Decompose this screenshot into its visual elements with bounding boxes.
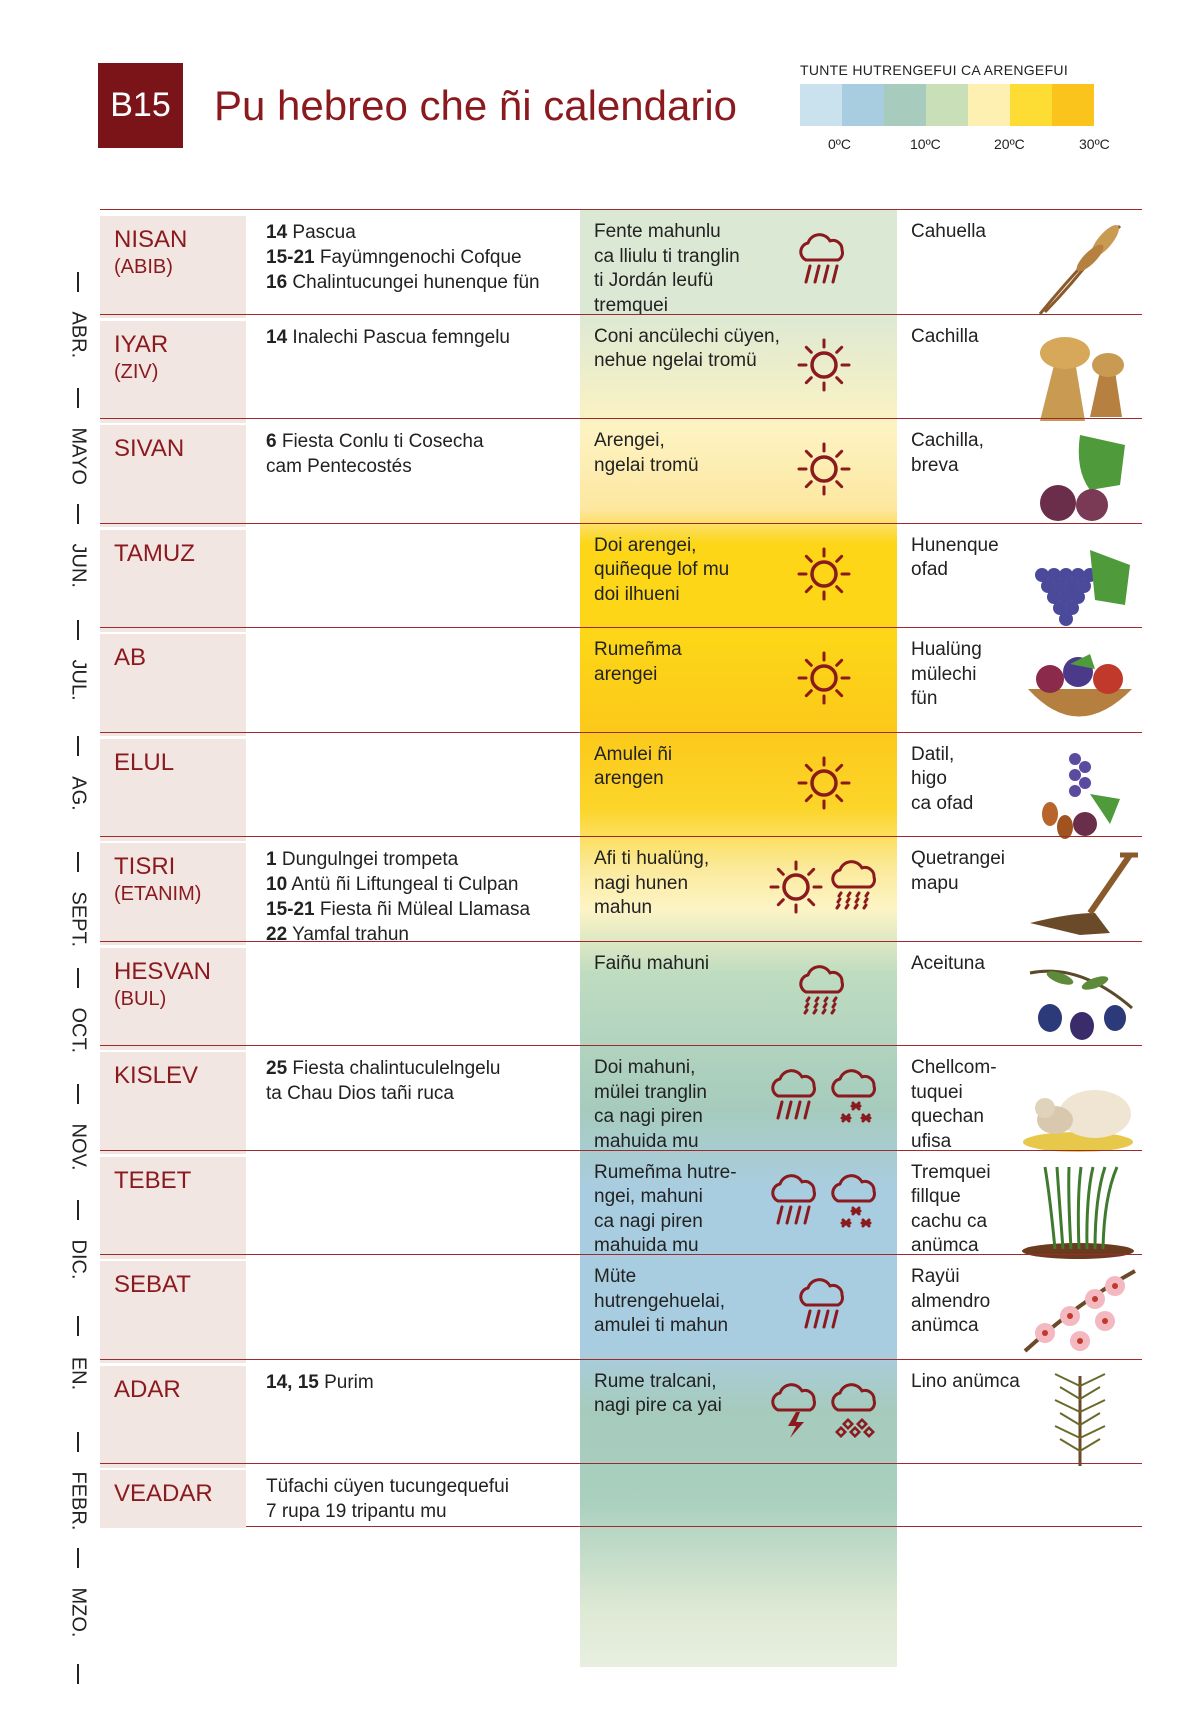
month-cell [100,739,246,841]
crop-line: Quetrangei [911,848,1006,869]
snow-cloud-icon [826,1171,886,1236]
festival-date: 1 [266,849,277,870]
month-name: HESVAN [114,957,211,985]
month-cell [100,1366,246,1468]
sun-icon [766,857,826,922]
festival-entry [266,847,576,872]
festival-entry [266,270,576,295]
climate-line: Rumeñma hutre- [594,1161,737,1183]
month-alt-name: (ABIB) [114,256,173,278]
festival-entry [266,1499,576,1524]
legend-swatch [1010,84,1052,126]
festival-date: 16 [266,272,288,293]
month-cell [100,634,246,736]
section-badge: B15 [98,63,183,148]
climate-line: nehue ngelai tromü [594,350,757,371]
month-divider [77,1548,79,1568]
month-cell [100,1052,246,1154]
month-row [100,1254,1142,1370]
month-row [100,1359,1142,1475]
climate-line: Rumeñma [594,639,682,660]
storm-cloud-icon [766,1380,826,1445]
crop-line: ofad [911,559,948,580]
legend-title: TUNTE HUTRENGEFUI CA ARENGEFUI [800,62,1069,78]
festival-list [266,1056,576,1106]
legend-swatch [1052,84,1094,126]
crop-description [911,743,1021,817]
sun-icon [794,753,854,818]
climate-line: ti Jordán leufü [594,270,714,291]
month-name: TEBET [114,1166,192,1194]
crop-line: cachu ca [911,1210,988,1232]
climate-line: mahuida mu [594,1235,699,1256]
festival-name: Antü ñi Liftungeal ti Culpan [287,874,519,895]
festival-name: Fiesta ñi Müleal Llamasa [314,899,531,920]
legend-tick: 0ºC [828,136,852,152]
climate-line: amulei ti mahun [594,1315,729,1336]
rain-cloud-icon [794,1275,854,1340]
crop-line: Cachilla [911,325,979,347]
crop-description [911,638,1021,712]
climate-description [594,1161,764,1259]
festival-entry [266,1370,576,1395]
crop-line: Datil, [911,743,955,765]
page-title: Pu hebreo che ñi calendario [214,82,738,129]
calendar-table [100,209,1142,1667]
climate-line: mahuida mu [594,1130,699,1152]
crop-line: breva [911,454,959,476]
festival-name: ta Chau Dios tañi ruca [266,1083,454,1104]
barley-icon [1020,216,1138,320]
hail-cloud-icon [826,1380,886,1445]
month-divider [77,852,79,872]
crop-description [911,534,1021,583]
climate-line: arengei [594,663,658,685]
month-cell [100,216,246,318]
drizzle-cloud-icon [794,962,854,1027]
legend-swatch [842,84,884,126]
crop-line: Cachilla, [911,430,984,451]
festival-date: 14 [266,326,288,348]
month-row [100,732,1142,848]
month-cell [100,843,246,945]
climate-description [594,429,764,478]
rain-cloud-icon [766,1066,826,1131]
crop-line: Hualüng [911,639,982,660]
gregorian-month-label: DIC. [67,1239,90,1280]
month-row [100,627,1142,743]
festival-entry [266,325,576,350]
month-row [100,314,1142,430]
climate-line: nagi hunen [594,872,689,894]
crop-line: fün [911,688,938,709]
climate-description [594,1370,764,1419]
climate-line: hutrengehuelai, [594,1290,725,1312]
crop-description [911,952,1021,977]
festival-list [266,429,576,479]
month-divider [77,388,79,408]
sprouts-icon [1020,1157,1138,1261]
festival-name: 7 rupa 19 tripantu mu [266,1501,447,1522]
climate-line: tremquei [594,294,668,316]
festival-name: Dungulngei trompeta [276,849,459,870]
month-divider [77,736,79,756]
festival-name: Purim [318,1371,374,1393]
gregorian-month-label: MZO. [67,1587,90,1638]
crop-line: Tremquei [911,1161,991,1183]
festival-name: Pascua [287,222,356,243]
month-cell [100,425,246,527]
climate-description [594,534,764,608]
crop-line: anümca [911,1315,979,1336]
crop-line: quechan [911,1106,984,1127]
climate-description [594,325,780,374]
month-name: SIVAN [114,435,185,462]
temperature-legend [800,62,1120,152]
wheat-sheaves-icon [1020,321,1138,425]
crop-line: mülechi [911,663,977,685]
month-name: ADAR [114,1375,181,1403]
sun-icon [794,335,854,400]
climate-line: Afi ti hualüng, [594,848,710,869]
festival-list [266,847,576,947]
crop-description [911,847,1021,896]
rain-cloud-icon [794,230,854,295]
climate-line: Doi arengei, [594,534,697,556]
month-divider [77,968,79,988]
festival-entry [266,454,576,479]
sun-icon [794,648,854,713]
fruit-basket-icon [1020,634,1138,738]
crop-line: Aceituna [911,952,985,974]
climate-line: doi ilhueni [594,583,680,605]
legend-swatch [968,84,1010,126]
festival-entry [266,1474,576,1499]
sheep-icon [1020,1052,1138,1156]
legend-tick: 20ºC [994,136,1025,152]
crop-description [911,220,1021,245]
month-alt-name: (ETANIM) [114,883,202,905]
month-row [100,418,1142,534]
festival-entry [266,220,576,245]
climate-line: Coni ancülechi cüyen, [594,325,780,347]
festival-name: Fiesta chalintuculelngelu [287,1058,501,1079]
festival-name: Fiesta Conlu ti Cosecha [276,431,484,452]
climate-description [594,952,764,977]
month-name: KISLEV [114,1062,199,1089]
climate-line: Fente mahunlu [594,221,721,242]
month-cell [100,1470,246,1528]
crop-line: Lino anümca [911,1370,1020,1392]
climate-description [594,638,764,687]
month-row [100,523,1142,639]
crop-line: ca ofad [911,792,974,814]
month-divider [77,1664,79,1684]
gregorian-month-label: SEPT. [67,891,90,948]
crop-description [911,325,1021,350]
crop-line: fillque [911,1186,961,1207]
month-divider [77,1200,79,1220]
crop-line: almendro [911,1290,991,1312]
month-name: SEBAT [114,1271,191,1298]
gregorian-month-label: JUN. [67,543,90,588]
climate-line: ca nagi piren [594,1210,703,1232]
legend-swatch [884,84,926,126]
crop-description [911,1265,1021,1339]
festival-list [266,220,576,295]
climate-description [594,743,764,792]
gregorian-month-label: FEBR. [67,1471,90,1531]
gregorian-month-label: JUL. [67,659,90,701]
month-divider [77,504,79,524]
festival-list [266,1474,576,1524]
sun-icon [794,544,854,609]
festival-date: 10 [266,874,288,895]
festival-date: 14 [266,222,288,243]
crop-description [911,1370,1021,1395]
olive-icon [1020,948,1138,1052]
month-row [100,1045,1142,1161]
climate-line: Müte [594,1266,637,1287]
drizzle-cloud-icon [826,857,886,922]
month-cell [100,1261,246,1363]
climate-line: nagi pire ca yai [594,1395,722,1416]
legend-color-bar [800,84,1094,126]
flax-icon [1020,1366,1138,1470]
grapes-icon [1020,530,1138,634]
climate-description [594,847,764,921]
legend-swatch [800,84,842,126]
festival-name: Chalintucungei hunenque fün [287,272,540,293]
crop-line: tuquei [911,1081,963,1103]
month-cell [100,530,246,632]
almond-blossom-icon [1020,1261,1138,1365]
legend-tick: 30ºC [1079,136,1110,152]
crop-line: Rayüi [911,1266,960,1287]
month-divider [77,272,79,292]
climate-line: ca nagi piren [594,1106,703,1127]
month-name: ELUL [114,748,175,776]
festival-date: 15-21 [266,247,315,268]
climate-line: Faiñu mahuni [594,952,710,974]
gregorian-month-label: NOV. [67,1123,90,1171]
festival-list [266,325,576,350]
climate-line: arengen [594,768,664,789]
month-name: TISRI [114,853,176,880]
sun-icon [794,439,854,504]
festival-name: Fayümngenochi Cofque [314,247,522,268]
month-divider [77,1432,79,1452]
crop-line: Chellcom- [911,1057,997,1078]
climate-line: Amulei ñi [594,743,673,765]
month-cell [100,948,246,1050]
climate-line: ca lliulu ti tranglin [594,245,740,267]
festival-entry [266,1081,576,1106]
month-name: AB [114,644,147,671]
fig-icon [1020,425,1138,529]
festival-name: cam Pentecostés [266,456,412,477]
month-divider [77,620,79,640]
legend-swatch [926,84,968,126]
crop-line: Hunenque [911,534,999,556]
month-divider [77,1084,79,1104]
festival-entry [266,245,576,270]
gregorian-month-label: AG. [67,776,90,811]
climate-line: mahun [594,897,653,918]
climate-line: quiñeque lof mu [594,559,730,580]
gregorian-month-label: ABR. [67,311,90,359]
festival-date: 22 [266,924,288,945]
climate-line: ngelai tromü [594,454,699,476]
month-cell [100,321,246,423]
festival-entry [266,1056,576,1081]
gregorian-month-label: MAYO [67,427,90,485]
month-divider [77,1316,79,1336]
gregorian-month-label: OCT. [67,1007,90,1054]
festival-entry [266,429,576,454]
rain-cloud-icon [766,1171,826,1236]
festival-entry [266,872,576,897]
climate-line: Doi mahuni, [594,1057,696,1078]
dates-figs-icon [1020,739,1138,843]
month-name: TAMUZ [114,539,195,567]
crop-line: mapu [911,872,959,894]
month-name: VEADAR [114,1480,213,1507]
gregorian-month-label: EN. [67,1356,90,1391]
gregorian-month-strip [60,250,96,1670]
month-alt-name: (ZIV) [114,360,159,383]
snow-cloud-icon [826,1066,886,1131]
crop-line: ufisa [911,1130,952,1152]
crop-description [911,429,1021,478]
legend-tick: 10ºC [910,136,941,152]
crop-description [911,1056,1021,1154]
climate-line: ngei, mahuni [594,1186,703,1207]
climate-description [594,1265,764,1339]
climate-line: mülei tranglin [594,1081,707,1103]
festival-name: Inalechi Pascua femngelu [287,326,511,348]
festival-name: Yamfal trahun [287,924,409,945]
crop-description [911,1161,1021,1259]
month-row [100,1463,1142,1527]
climate-line: Rume tralcani, [594,1370,717,1392]
festival-date: 14, 15 [266,1371,319,1393]
climate-description [594,1056,764,1154]
plough-icon [1020,843,1138,947]
climate-description [594,220,764,318]
month-row [100,1150,1142,1266]
climate-line: Arengei, [594,430,665,451]
month-row [100,836,1142,952]
crop-line: higo [911,768,947,789]
month-name: NISAN [114,226,188,253]
month-alt-name: (BUL) [114,987,167,1010]
month-cell [100,1157,246,1259]
month-name: IYAR [114,330,169,358]
crop-line: anümca [911,1235,979,1256]
festival-date: 25 [266,1058,288,1079]
month-row [100,209,1142,325]
festival-date: 15-21 [266,899,315,920]
festival-entry [266,897,576,922]
festival-list [266,1370,576,1395]
month-row [100,941,1142,1057]
festival-date: 6 [266,431,277,452]
festival-name: Tüfachi cüyen tucungequefui [266,1476,509,1497]
crop-line: Cahuella [911,221,986,242]
